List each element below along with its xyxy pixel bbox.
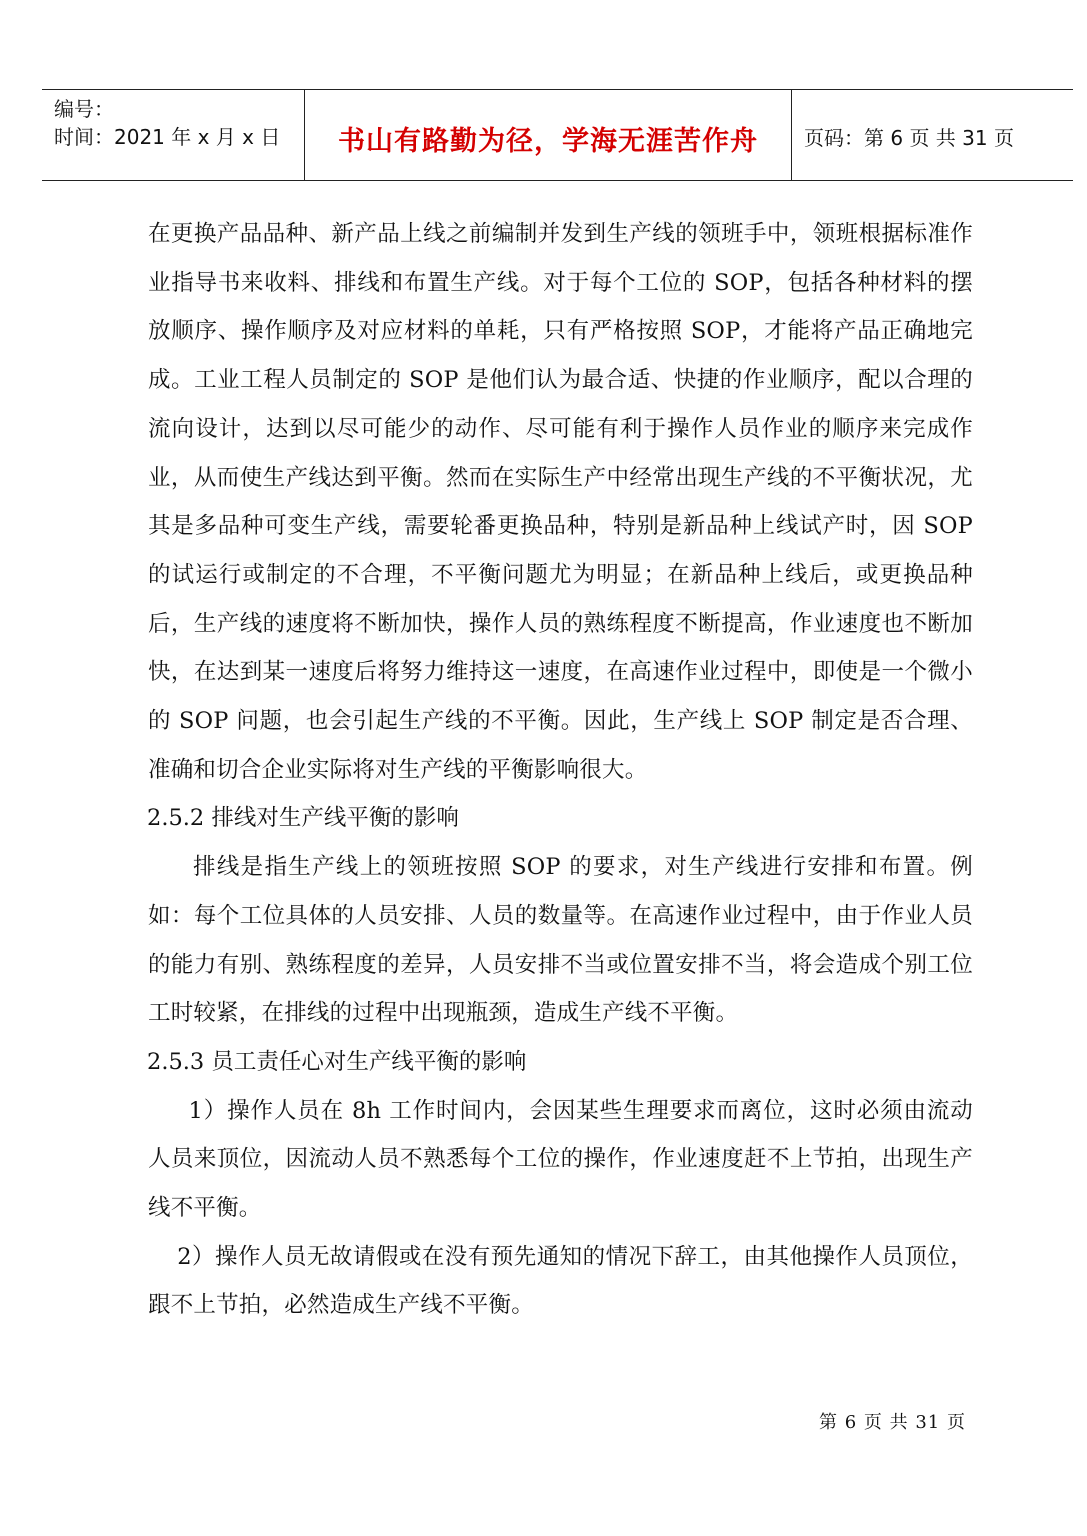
list-item-1: 1）操作人员在 8h 工作时间内，会因某些生理要求而离位，这时必须由流动人员来顶位，因流动人员不熟悉每个工位的操作，作业速度赶不上节拍，出现生产线不平衡。 — [148, 1097, 973, 1222]
document-number-label: 编号： — [54, 97, 114, 121]
header-page-cell — [792, 90, 1073, 180]
document-header — [42, 89, 1073, 181]
header-meta-cell — [42, 90, 305, 180]
page-footer: 第 6 页 共 31 页 — [819, 1412, 966, 1433]
header-motto-cell — [305, 90, 792, 180]
header-page-info: 页码：第 6 页 共 31 页 — [804, 126, 1014, 150]
document-body — [148, 210, 973, 1330]
section-heading-2-5-2: 2.5.2 排线对生产线平衡的影响 — [147, 805, 459, 832]
header-motto: 书山有路勤为径，学海无涯苦作舟 — [338, 126, 758, 157]
body-paragraph: 在更换产品品种、新产品上线之前编制并发到生产线的领班手中，领班根据标准作业指导书来收料、排线和布置生产线。对于每个工位的 SOP，包括各种材料的摆放顺序、操作顺序及对应材料的单耗，只有严格按照 SOP，才能将产品正确地完成。工业工程人员制定的 SOP 是他们认为最合适、快捷的作业顺序，配以合理的流向设计，达到以尽可能少的动作、尽可能有利于操作人员作业的顺序来完成作业，从而使生产线达到平衡。然而在实际生产中经常出现生产线的不平衡状况，尤其是多品种可变生产线，需要轮番更换品种，特别是新品种上线试产时，因 SOP 的试运行或制定的不合理，不平衡问题尤为明显；在新品种上线后，或更换品种后，生产线的速度将不断加快，操作人员的熟练程度不断提高，作业速度也不断加快，在达到某一速度后将努力维持这一速度，在高速作业过程中，即使是一个微小的 SOP 问题，也会引起生产线的不平衡。因此，生产线上 SOP 制定是否合理、准确和切合企业实际将对生产线的平衡影响很大。 — [148, 221, 973, 783]
document-date: 时间：2021 年 x 月 x 日 — [54, 125, 281, 149]
body-paragraph: 排线是指生产线上的领班按照 SOP 的要求，对生产线进行安排和布置。例如：每个工位具体的人员安排、人员的数量等。在高速作业过程中，由于作业人员的能力有别、熟练程度的差异，人员安排不当或位置安排不当，将会造成个别工位工时较紧，在排线的过程中出现瓶颈，造成生产线不平衡。 — [148, 854, 973, 1027]
list-item-2: 2）操作人员无故请假或在没有预先通知的情况下辞工，由其他操作人员顶位，跟不上节拍，必然造成生产线不平衡。 — [148, 1243, 973, 1319]
section-heading-2-5-3: 2.5.3 员工责任心对生产线平衡的影响 — [147, 1048, 527, 1075]
